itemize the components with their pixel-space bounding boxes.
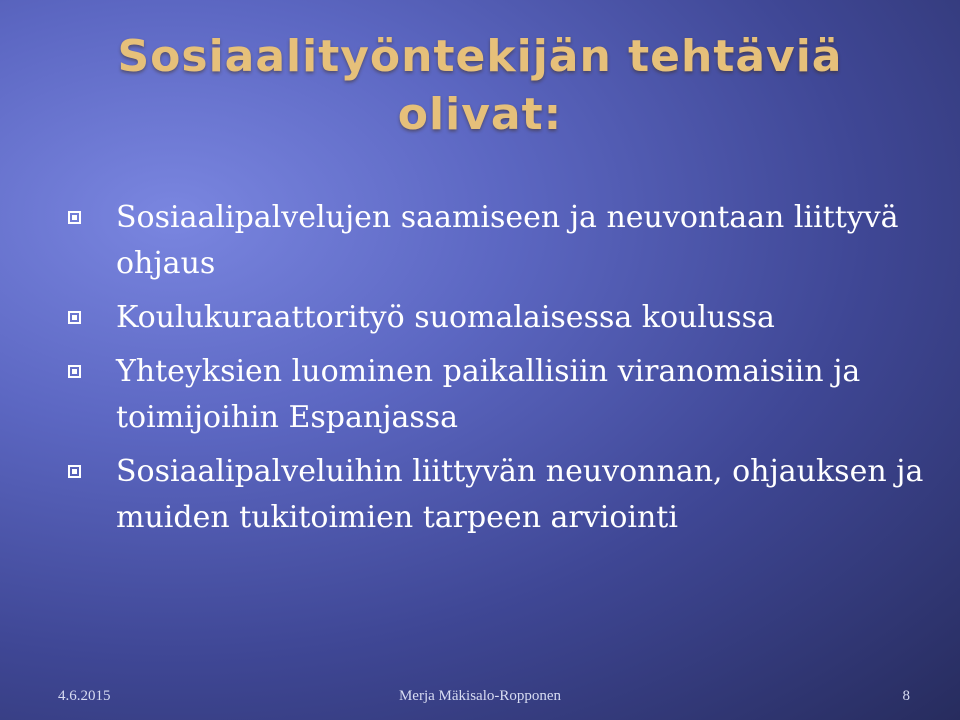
footer-date: 4.6.2015 (58, 688, 111, 704)
slide-title (0, 28, 960, 144)
slide-title-line-1: Sosiaalityöntekijän tehtäviä (117, 31, 843, 82)
square-bullet-icon (68, 311, 81, 324)
square-bullet-icon (68, 365, 81, 378)
bullet-list (68, 195, 928, 549)
footer-author: Merja Mäkisalo-Ropponen (398, 688, 562, 704)
bullet-item (68, 449, 928, 541)
bullet-text: Sosiaalipalvelujen saamiseen ja neuvontaan liittyvä ohjaus (116, 200, 899, 281)
bullet-text: Koulukuraattorityö suomalaisessa koulussa (116, 300, 775, 335)
square-bullet-icon (68, 211, 81, 224)
square-bullet-icon (68, 465, 81, 478)
bullet-item (68, 195, 928, 287)
bullet-text: Sosiaalipalveluihin liittyvän neuvonnan, ohjauksen ja muiden tukitoimien tarpeen arviointi (116, 454, 924, 535)
slide-title-line-2: olivat: (397, 89, 563, 140)
bullet-item (68, 349, 928, 441)
bullet-text: Yhteyksien luominen paikallisiin viranomaisiin ja toimijoihin Espanjassa (116, 354, 861, 435)
slide-footer (0, 688, 960, 712)
page-number: 8 (902, 688, 910, 704)
bullet-item (68, 295, 928, 341)
